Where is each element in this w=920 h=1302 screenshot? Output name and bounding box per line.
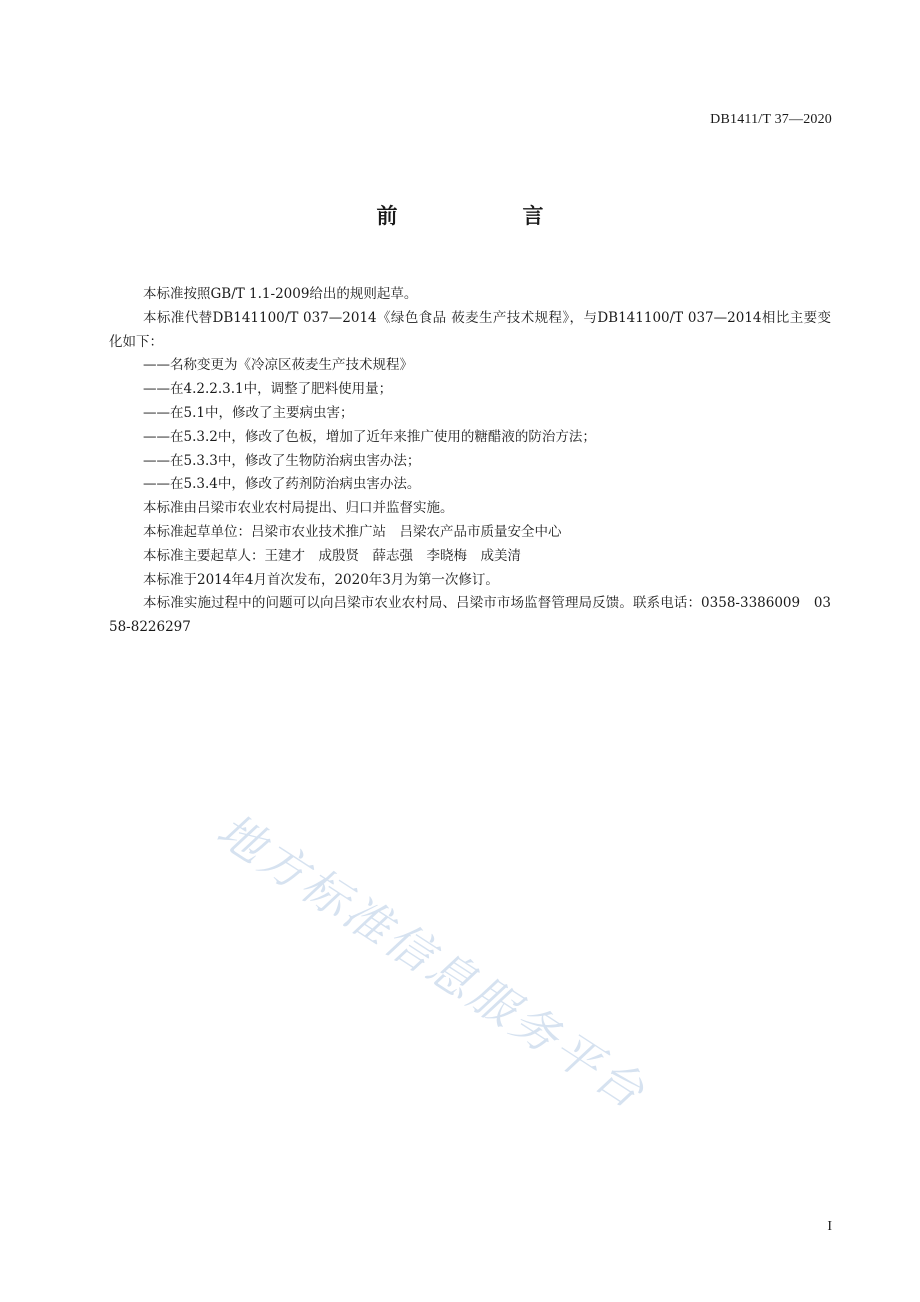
foreword-body	[109, 283, 831, 640]
document-code: DB1411/T 37—2020	[710, 112, 832, 127]
page-title: 前 言	[376, 204, 596, 228]
paragraph-proposer: 本标准由吕梁市农业农村局提出、归口并监督实施。	[143, 500, 454, 517]
change-item-fertilizer: ——在4.2.2.3.1中，调整了肥料使用量；	[143, 381, 393, 398]
paragraph-release-history: 本标准于2014年4月首次发布，2020年3月为第一次修订。	[143, 571, 499, 588]
change-item-pests: ——在5.1中，修改了主要病虫害；	[143, 404, 354, 421]
paragraph-drafters: 本标准主要起草人：王建才 成殷贤 薛志强 李晓梅 成美清	[143, 547, 521, 564]
paragraph-feedback-contact: 本标准实施过程中的问题可以向吕梁市农业农村局、吕梁市市场监督管理局反馈。联系电话：0358-3386009 0358-8226297	[109, 595, 831, 636]
page-number: I	[827, 1219, 832, 1234]
change-item-chemical-control: ——在5.3.4中，修改了药剂防治病虫害办法。	[143, 476, 421, 493]
paragraph-drafting-rules: 本标准按照GB/T 1.1-2009给出的规则起草。	[143, 286, 418, 302]
watermark: 地方标准信息服务平台	[207, 802, 657, 1121]
change-item-color-board: ——在5.3.2中，修改了色板，增加了近年来推广使用的糖醋液的防治方法；	[143, 428, 596, 445]
change-item-name: ——名称变更为《冷凉区莜麦生产技术规程》	[143, 357, 413, 374]
paragraph-drafting-units: 本标准起草单位：吕梁市农业技术推广站 吕梁农产品市质量安全中心	[143, 523, 562, 540]
paragraph-replacement: 本标准代替DB141100/T 037—2014《绿色食品 莜麦生产技术规程》，与DB141100/T 037—2014相比主要变化如下：	[109, 309, 831, 350]
change-item-biological-control: ——在5.3.3中，修改了生物防治病虫害办法；	[143, 452, 421, 469]
